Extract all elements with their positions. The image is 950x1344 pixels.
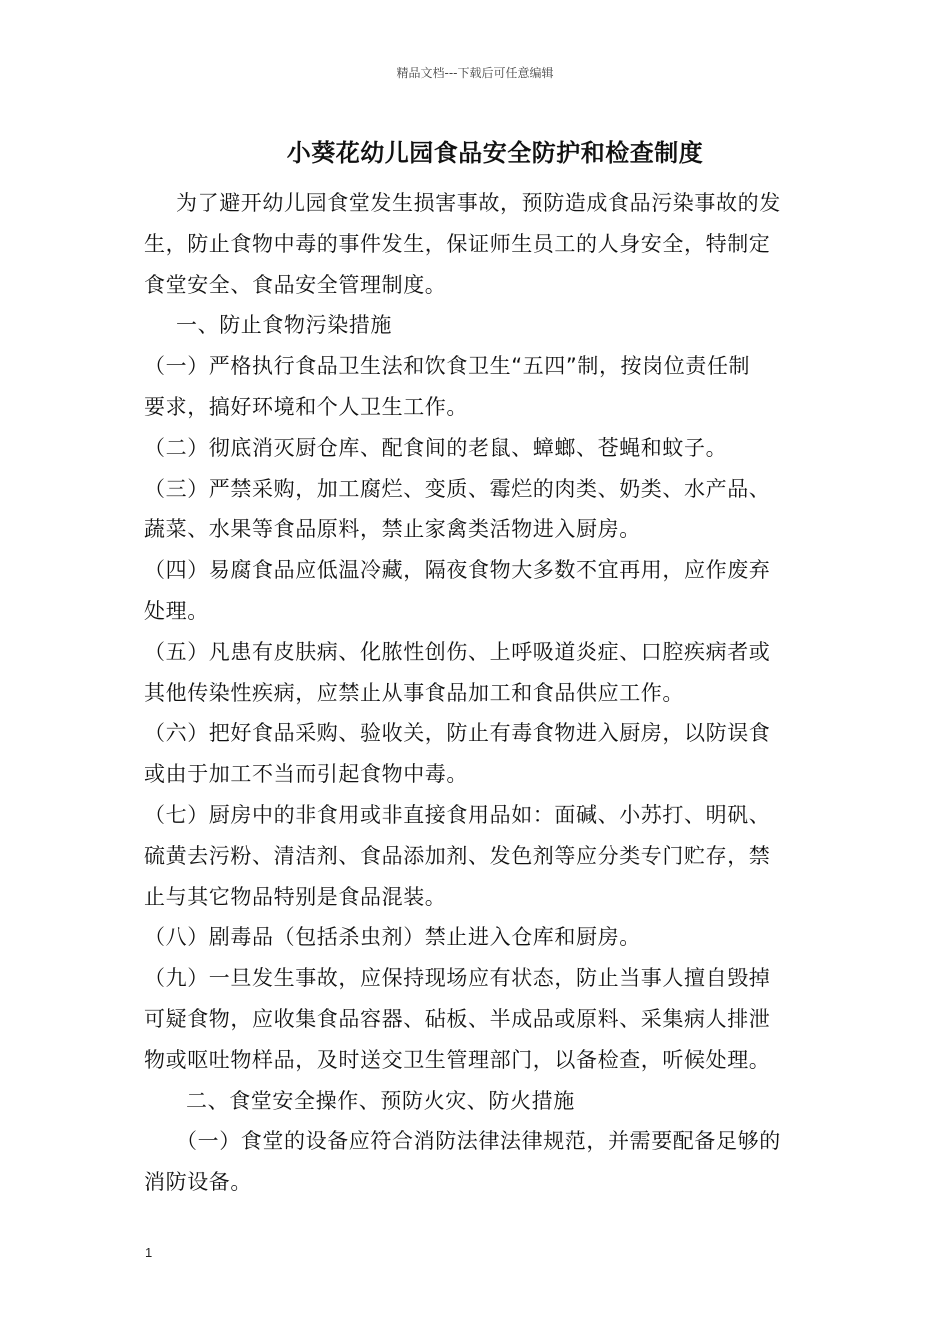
paragraph-line: 要求，搞好环境和个人卫生工作。 [144,394,468,419]
paragraph-line: 处理。 [144,598,209,623]
paragraph-line: 生，防止食物中毒的事件发生，保证师生员工的人身安全，特制定 [144,231,771,256]
paragraph-line: （二）彻底消灭厨仓库、配食间的老鼠、蟑螂、苍蝇和蚊子。 [144,435,728,460]
document-title: 小葵花幼儿园食品安全防护和检查制度 [286,139,704,167]
document-body [144,183,808,1203]
paragraph-line: 食堂安全、食品安全管理制度。 [144,272,447,297]
paragraph-line: 消防设备。 [144,1170,252,1195]
header-watermark: 精品文档---下载后可任意编辑 [396,66,554,80]
paragraph-line: （九）一旦发生事故，应保持现场应有状态，防止当事人擅自毁掉 [144,966,771,991]
paragraph-line: （四）易腐食品应低温冷藏，隔夜食物大多数不宜再用，应作废弃 [144,558,771,583]
paragraph-line: （七）厨房中的非食用或非直接食用品如：面碱、小苏打、明矾、 [144,802,771,827]
paragraph-line: （八）剧毒品（包括杀虫剂）禁止进入仓库和厨房。 [144,925,641,950]
paragraph-line: （一）严格执行食品卫生法和饮食卫生“五四”制，按岗位责任制 [144,354,751,379]
paragraph-line: 为了避开幼儿园食堂发生损害事故，预防造成食品污染事故的发 [176,191,781,215]
section-heading: 二、食堂安全操作、预防火灾、防火措施 [186,1088,575,1113]
paragraph-line: （三）严禁采购，加工腐烂、变质、霉烂的肉类、奶类、水产品、 [144,476,771,501]
paragraph-line: （五）凡患有皮肤病、化脓性创伤、上呼吸道炎症、口腔疾病者或 [144,639,771,664]
paragraph-line: 蔬菜、水果等食品原料，禁止家禽类活物进入厨房。 [144,517,641,542]
paragraph-line: 物或呕吐物样品，及时送交卫生管理部门，以备检查，听候处理。 [144,1047,771,1072]
section-heading: 一、防止食物污染措施 [176,313,392,338]
paragraph-line: （六）把好食品采购、验收关，防止有毒食物进入厨房，以防误食 [144,721,771,746]
paragraph-line: 其他传染性疾病，应禁止从事食品加工和食品供应工作。 [144,680,684,705]
paragraph-line: 硫黄去污粉、清洁剂、食品添加剂、发色剂等应分类专门贮存，禁 [144,843,771,868]
paragraph-line: 或由于加工不当而引起食物中毒。 [144,762,468,787]
paragraph-line: 可疑食物，应收集食品容器、砧板、半成品或原料、采集病人排泄 [144,1006,771,1031]
page-number: 1 [145,1245,153,1260]
paragraph-line: 止与其它物品特别是食品混装。 [144,884,447,909]
paragraph-line: （一）食堂的设备应符合消防法律法律规范，并需要配备足够的 [176,1129,781,1154]
